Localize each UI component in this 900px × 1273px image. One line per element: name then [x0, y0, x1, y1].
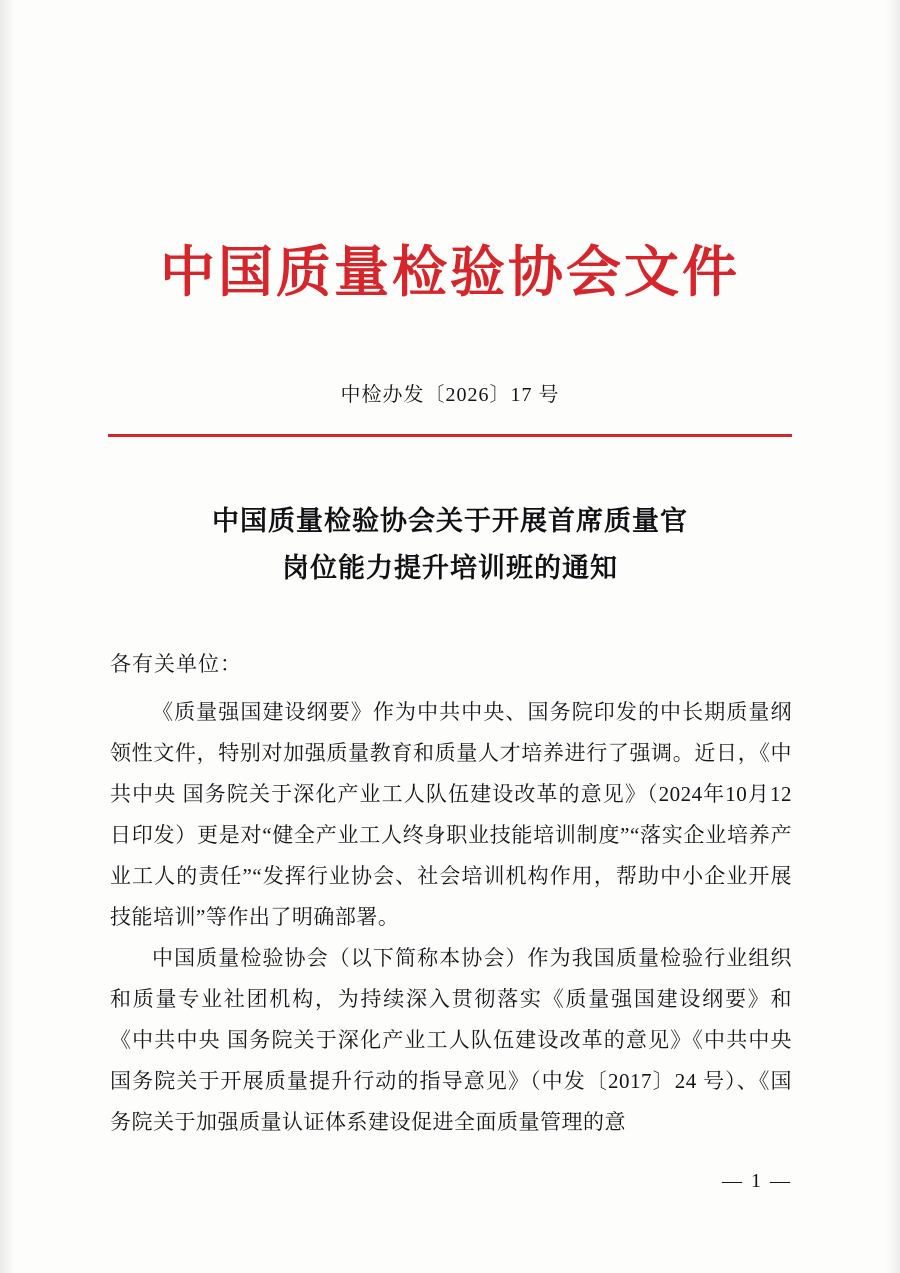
page-title-line-2: 岗位能力提升培训班的通知 — [282, 553, 618, 585]
document-number: 中检办发〔2026〕17 号 — [340, 384, 560, 406]
page-title-line-1: 中国质量检验协会关于开展首席质量官 — [212, 506, 688, 537]
red-divider-rule — [108, 434, 792, 437]
body-text — [110, 692, 792, 1143]
paragraph-2: 中国质量检验协会（以下简称本协会）作为我国质量检验行业组织和质量专业社团机构，为持续深入贯彻落实《质量强国建设纲要》和《中共中央 国务院关于深化产业工人队伍建设改革的意见》《中共中央 国务院关于开展质量提升行动的指导意见》（中发〔2017〕24 号）、《国务院关于加强质量认证体系建设促进全面质量管理的意 — [110, 946, 792, 1134]
masthead — [108, 240, 792, 303]
masthead-title: 中国质量检验协会文件 — [159, 239, 740, 304]
page-number: — 1 — — [722, 1170, 792, 1192]
scan-edge-left — [0, 0, 14, 1273]
salutation: 各有关单位： — [110, 652, 242, 676]
page-content-area — [108, 0, 792, 1273]
scan-edge-right — [886, 0, 900, 1273]
page-title — [138, 498, 762, 593]
paragraph-1: 《质量强国建设纲要》作为中共中央、国务院印发的中长期质量纲领性文件，特别对加强质量教育和质量人才培养进行了强调。近日，《中共中央 国务院关于深化产业工人队伍建设改革的意见》（2024年10月12日印发）更是对“健全产业工人终身职业技能培训制度”“落实企业培养产业工人的责任”“发挥行业协会、社会培训机构作用，帮助中小企业开展技能培训”等作出了明确部署。 — [110, 700, 792, 929]
